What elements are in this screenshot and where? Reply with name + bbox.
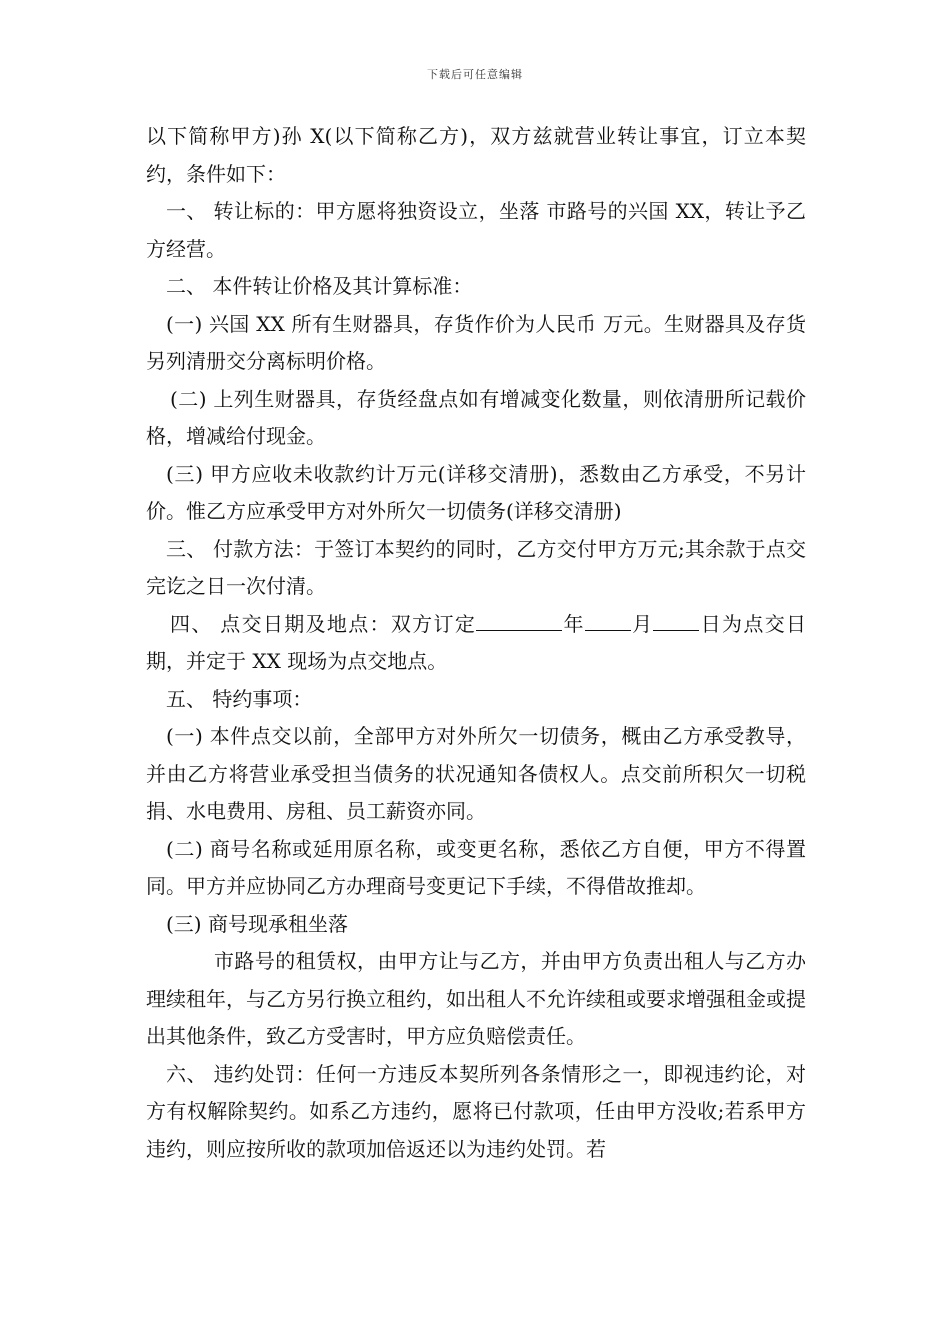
paragraph-article-2-item-3: (三) 甲方应收未收款约计万元(详移交清册)，悉数由乙方承受，不另计价。惟乙方应承受甲方对外所欠一切债务(详移交清册)	[146, 461, 806, 523]
paragraph-article-1: 一、 转让标的：甲方愿将独资设立，坐落 市路号的兴国 XX，转让予乙方经营。	[146, 199, 806, 261]
paragraph-article-2-item-2: (二) 上列生财器具，存货经盘点如有增减变化数量，则依清册所记载价格，增减给付现金。	[146, 386, 806, 448]
paragraph-article-5: 五、 特约事项：	[166, 686, 313, 711]
article-4-text-tail: 日为点交日期，并定于 XX 现场为点交地点。	[146, 611, 807, 673]
paragraph-article-5-item-1: (一) 本件点交以前，全部甲方对外所欠一切债务，概由乙方承受教导，并由乙方将营业承受担当债务的状况通知各债权人。点交前所积欠一切税捐、水电费用、房租、员工薪资亦同。	[146, 724, 806, 823]
blank-day	[653, 608, 699, 631]
article-4-month-label: 月	[630, 611, 654, 636]
paragraph-article-3: 三、 付款方法：于签订本契约的同时，乙方交付甲方万元;其余款于点交完讫之日一次付清。	[146, 536, 806, 598]
paragraph-intro: 以下简称甲方)孙 X(以下简称乙方)，双方兹就营业转让事宜，订立本契约，条件如下：	[146, 124, 806, 186]
blank-month	[585, 608, 631, 631]
paragraph-article-5-item-2: (二) 商号名称或延用原名称，或变更名称，悉依乙方自便，甲方不得置同。甲方并应协同乙方办理商号变更记下手续，不得借故推却。	[146, 836, 806, 898]
article-4-text-lead: 四、 点交日期及地点：双方订定	[170, 611, 477, 636]
paragraph-article-5-item-3: (三) 商号现承租坐落	[166, 911, 348, 936]
paragraph-article-2-item-1: (一) 兴国 XX 所有生财器具，存货作价为人民币 万元。生财器具及存货另列清册交分离标明价格。	[146, 311, 806, 373]
paragraph-article-5-item-3-cont: 市路号的租赁权，由甲方让与乙方，并由甲方负责出租人与乙方办理续租年，与乙方另行换立租约，如出租人不允许续租或要求增强租金或提出其他条件，致乙方受害时，甲方应负赔偿责任。	[146, 949, 806, 1048]
paragraph-article-4	[146, 606, 806, 681]
article-4-year-label: 年	[562, 611, 585, 636]
paragraph-article-2: 二、 本件转让价格及其计算标准：	[166, 274, 473, 298]
blank-year	[476, 608, 562, 631]
paragraph-article-6: 六、 违约处罚：任何一方违反本契所列各条情形之一，即视违约论，对方有权解除契约。如系乙方违约，愿将已付款项，任由甲方没收;若系甲方违约，则应按所收的款项加倍返还以为违约处罚。若	[146, 1061, 806, 1161]
page-header: 下载后可任意编辑	[427, 68, 523, 81]
document-body	[146, 118, 806, 1168]
